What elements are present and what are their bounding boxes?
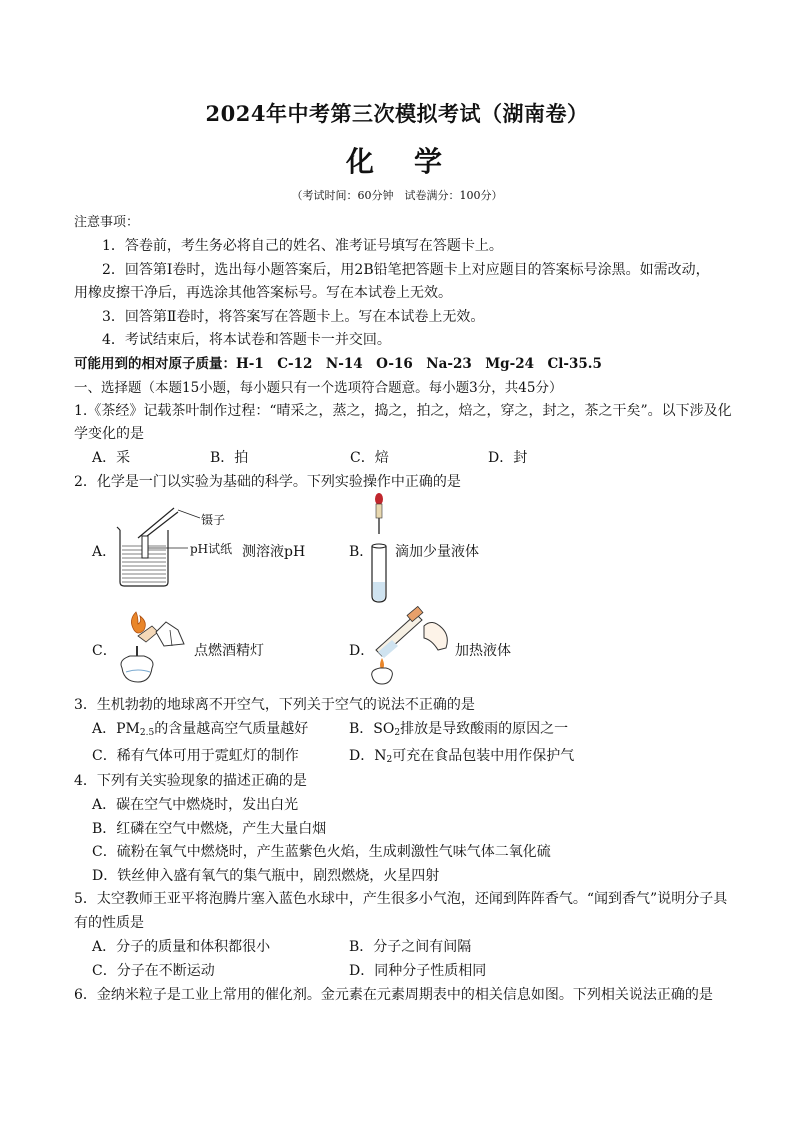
notice-item-1: 1．答卷前，考生务必将自己的姓名、准考证号填写在答题卡上。	[102, 238, 503, 254]
q2-option-a-label: A．	[92, 544, 117, 560]
n2-subscript: 2	[386, 755, 393, 765]
q3-option-d-text: 可充在食品包装中用作保护气	[392, 748, 575, 764]
dropper-test-tube-figure	[366, 492, 392, 604]
q2-option-b-label: B．	[349, 544, 374, 560]
q4-option-a: A．碳在空气中燃烧时，发出白光	[92, 797, 299, 813]
q5-stem-cont: 有的性质是	[74, 915, 144, 931]
time-info: （考试时间：60分钟 试卷满分：100分）	[291, 189, 503, 202]
q3-option-a-text: 的含量越高空气质量越好	[154, 721, 309, 737]
q3-stem: 3．生机勃勃的地球离不开空气，下列关于空气的说法不正确的是	[74, 697, 475, 713]
q5-option-c: C．分子在不断运动	[92, 963, 215, 979]
pm-formula: PM	[116, 721, 140, 737]
q1-stem-cont: 学变化的是	[74, 426, 144, 442]
q5-stem: 5．太空教师王亚平将泡腾片塞入蓝色水球中，产生很多小气泡，还闻到阵阵香气。“闻到香气”说明分子具	[74, 891, 728, 907]
q1-option-c: C．焙	[350, 450, 389, 466]
q2-option-d-text: 加热液体	[455, 643, 511, 659]
notice-item-2-cont: 用橡皮擦干净后，再选涂其他答案标号。写在本试卷上无效。	[74, 285, 452, 301]
q3-option-b-text: 排放是导致酸雨的原因之一	[400, 721, 569, 737]
q4-stem: 4．下列有关实验现象的描述正确的是	[74, 773, 307, 789]
q2-option-b-text: 滴加少量液体	[395, 544, 479, 560]
so2-subscript: 2	[394, 728, 401, 738]
q5-option-a: A．分子的质量和体积都很小	[92, 939, 271, 955]
q3-option-b	[349, 718, 568, 738]
so2-formula: SO	[373, 721, 395, 737]
pm-subscript: 2.5	[139, 728, 155, 738]
q1-option-d: D．封	[488, 450, 528, 466]
q2-stem: 2．化学是一门以实验为基础的科学。下列实验操作中正确的是	[74, 474, 461, 490]
q2-option-c-text: 点燃酒精灯	[194, 643, 264, 659]
q4-option-d: D．铁丝伸入盛有氧气的集气瓶中，剧烈燃烧，火星四射	[92, 868, 440, 884]
q2-option-d-label: D．	[349, 643, 375, 659]
q3-option-a	[92, 718, 308, 738]
notice-heading: 注意事项：	[74, 215, 140, 230]
q3-option-d-prefix: D．	[349, 748, 375, 764]
q2-option-c-label: C．	[92, 643, 117, 659]
q5-option-b: B．分子之间有间隔	[349, 939, 472, 955]
section-1-heading: 一、选择题（本题15小题，每小题只有一个选项符合题意。每小题3分，共45分）	[74, 380, 563, 396]
atomic-masses: 可能用到的相对原子质量：H-1 C-12 N-14 O-16 Na-23 Mg-24 Cl-35.5	[74, 356, 602, 372]
n2-formula: N	[374, 748, 387, 764]
q2-option-a-text: 测溶液pH	[242, 544, 306, 560]
ph-paper-label: pH试纸	[190, 542, 233, 556]
notice-item-2: 2．回答第Ⅰ卷时，选出每小题答案后，用2B铅笔把答题卡上对应题目的答案标号涂黑。如需改动，	[102, 262, 710, 278]
exam-title: 2024年中考第三次模拟考试（湖南卷）	[205, 101, 589, 126]
q3-option-a-prefix: A．	[92, 721, 117, 737]
subject-title: 化 学	[345, 145, 448, 178]
q3-option-d	[349, 745, 574, 765]
q1-stem: 1.《茶经》记载茶叶制作过程：“晴采之，蒸之，捣之，拍之，焙之，穿之，封之，茶之干矣”。以下涉及化	[74, 403, 732, 419]
q3-option-b-prefix: B．	[349, 721, 374, 737]
notice-item-4: 4．考试结束后，将本试卷和答题卡一并交回。	[102, 332, 391, 348]
notice-item-3: 3．回答第Ⅱ卷时，将答案写在答题卡上。写在本试卷上无效。	[102, 309, 485, 325]
alcohol-lamp-ignition-figure	[108, 606, 192, 686]
q6-stem: 6．金纳米粒子是工业上常用的催化剂。金元素在元素周期表中的相关信息如图。下列相关说法正确的是	[74, 987, 713, 1003]
q4-option-c: C．硫粉在氧气中燃烧时，产生蓝紫色火焰，生成刺激性气味气体二氧化硫	[92, 844, 551, 860]
q5-option-d: D．同种分子性质相同	[349, 963, 487, 979]
heating-liquid-figure	[366, 606, 454, 686]
q1-option-a: A．采	[92, 450, 131, 466]
q3-option-c: C．稀有气体可用于霓虹灯的制作	[92, 748, 299, 764]
tweezers-label: 镊子	[201, 513, 226, 527]
q4-option-b: B．红磷在空气中燃烧，产生大量白烟	[92, 821, 327, 837]
q1-option-b: B．拍	[210, 450, 249, 466]
